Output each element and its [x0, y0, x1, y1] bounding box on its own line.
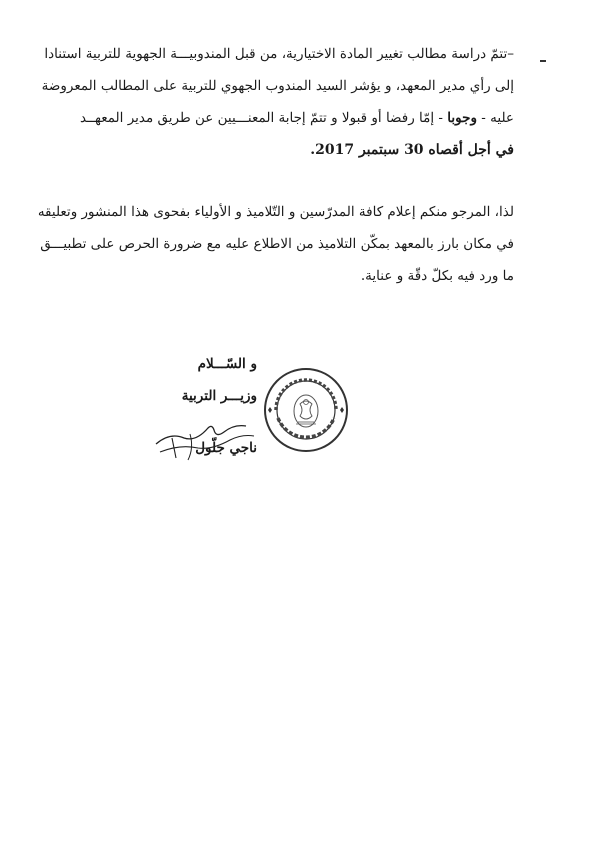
official-seal-icon [262, 366, 350, 454]
margin-mark [540, 60, 546, 62]
closing-minister-name: ناجي جلّول [195, 440, 257, 456]
paragraph1-line2: إلى رأي مدير المعهد، و يؤشر السيد المندوب الجهوي للتربية على المطالب المعروضة [41, 78, 514, 94]
paragraph1-line4-deadline: في أجل أقصاه 30 سبتمبر 2017. [310, 142, 514, 158]
paragraph1-line3-part1: عليه - [481, 110, 514, 126]
handwritten-signature [150, 418, 260, 468]
paragraph2-line3: ما ورد فيه بكلّ دقّة و عناية. [360, 268, 514, 284]
closing-salutation: و السّـــلام [197, 356, 257, 372]
paragraph1-line3 [80, 108, 514, 128]
paragraph1-line1: –تتمّ دراسة مطالب تغيير المادة الاختيارية، من قبل المندوبيـــة الجهوية للتربية استنادا [44, 46, 514, 62]
paragraph1-line3-bold: وجوبا [447, 110, 477, 126]
paragraph1-line3-part2: - إمّا رفضا أو قبولا و تتمّ إجابة المعنـــيين عن طريق مدير المعهــد [80, 110, 443, 126]
paragraph2-line2: في مكان بارز بالمعهد بمكّن التلاميذ من الاطلاع عليه مع ضرورة الحرص على تطبيـــق [40, 236, 514, 252]
closing-minister-title: وزيـــر التربية [181, 388, 257, 404]
paragraph2-line1: لذا، المرجو منكم إعلام كافة المدرّسين و التّلاميذ و الأولياء بفحوى هذا المنشور وتعليقه [37, 204, 514, 220]
